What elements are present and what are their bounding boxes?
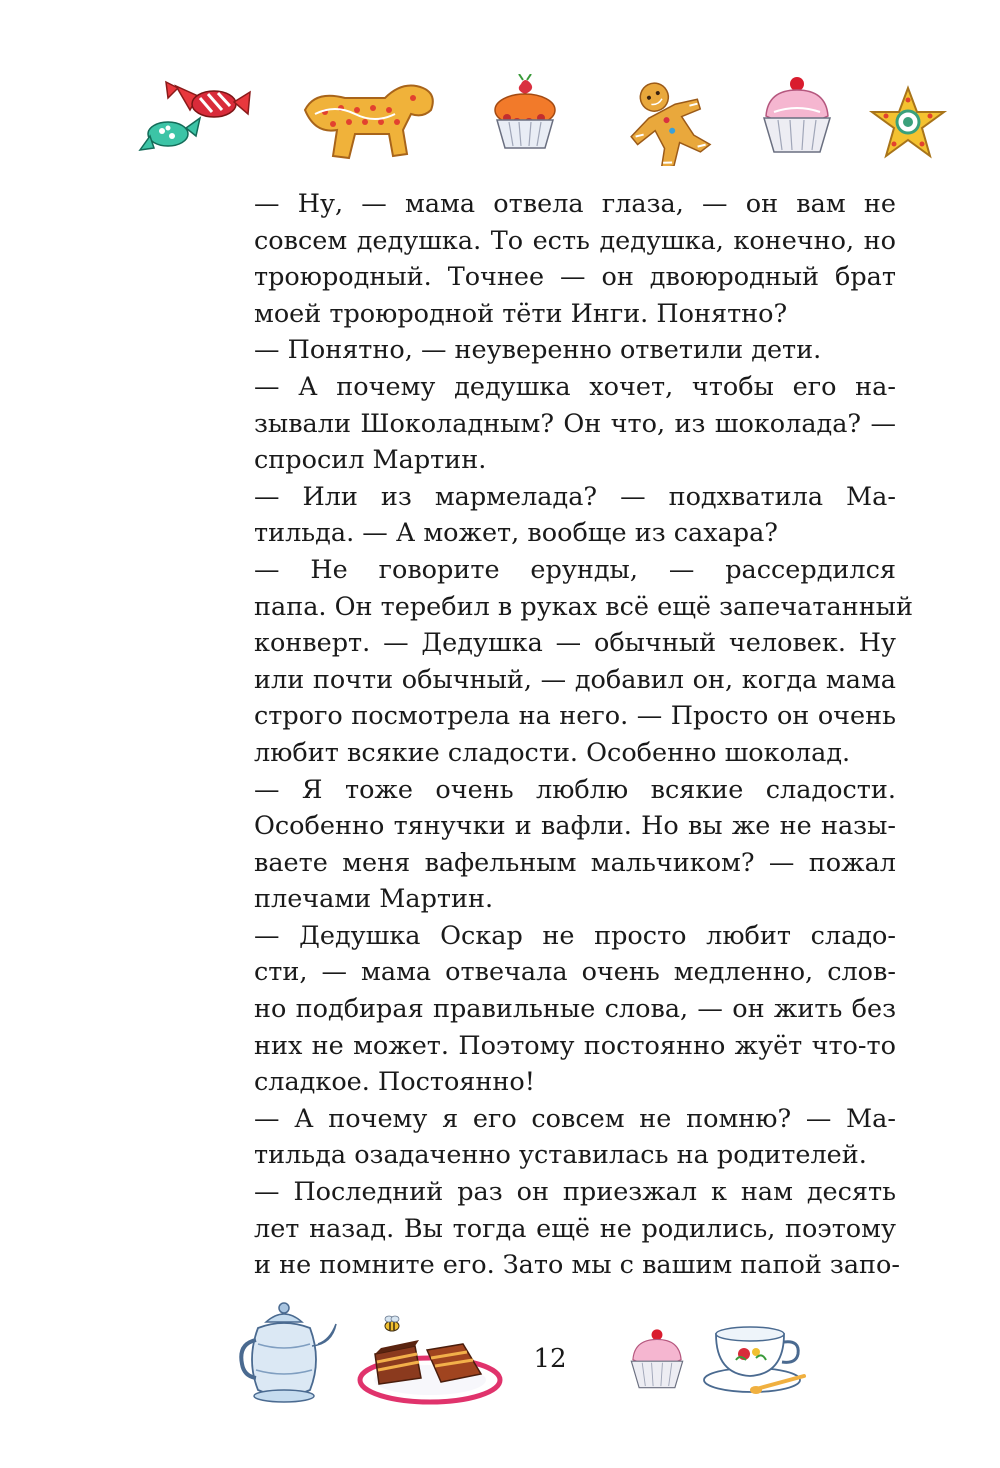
- text-line: — А почему я его совсем не помню? — Ма-: [254, 1103, 896, 1134]
- top-decorations: [0, 70, 1000, 180]
- bee-icon: [380, 1314, 404, 1334]
- text-line: тильда. — А может, вообще из сахара?: [254, 518, 778, 549]
- text-line: любит всякие сладости. Особенно шоколад.: [254, 737, 851, 768]
- text-line: — Или из мармелада? — подхватила Ма-: [254, 481, 896, 512]
- pink-cupcake-icon: [752, 74, 842, 164]
- text-line: совсем дедушка. То есть дедушка, конечно, но: [254, 225, 896, 256]
- text-line: — Ну, — мама отвела глаза, — он вам не: [254, 189, 896, 219]
- text-line: папа. Он теребил в руках всё ещё запечатанный: [254, 591, 913, 622]
- text-line: конверт. — Дедушка — обычный человек. Ну: [254, 628, 896, 659]
- text-line: спросил Мартин.: [254, 445, 487, 476]
- text-line: лет назад. Вы тогда ещё не родились, поэтому: [254, 1213, 896, 1244]
- paragraph: [210, 332, 896, 369]
- pink-cupcake-icon: [622, 1322, 692, 1402]
- text-line: троюродный. Точнее — он двоюродный брат: [254, 262, 896, 293]
- text-line: и не помните его. Зато мы с вашим папой запо-: [254, 1250, 900, 1281]
- paragraph: [210, 186, 896, 332]
- paragraph: [210, 369, 896, 479]
- gingerbread-man-icon: [612, 76, 722, 166]
- star-cookie-icon: [868, 84, 948, 164]
- gingerbread-horse-icon: [285, 70, 445, 170]
- text-line: зывали Шоколадным? Он что, из шоколада? —: [254, 408, 896, 439]
- text-line: строго посмотрела на него. — Просто он очень: [254, 701, 896, 732]
- text-line: — Последний раз он приезжал к нам десять: [254, 1177, 896, 1208]
- cake-plate-icon: [355, 1318, 505, 1408]
- paragraph: [210, 918, 896, 1101]
- page-number: 12: [533, 1344, 567, 1374]
- teacup-icon: [700, 1310, 810, 1400]
- text-line: — Я тоже очень люблю всякие сладости.: [254, 774, 896, 805]
- paragraph: [210, 1101, 896, 1174]
- text-line: них не может. Поэтому постоянно жуёт что-то: [254, 1030, 896, 1061]
- text-line: — А почему дедушка хочет, чтобы его на-: [254, 371, 896, 402]
- paragraph: [210, 772, 896, 918]
- text-line: — Не говорите ерунды, — рассердился: [254, 554, 896, 585]
- text-line: — Дедушка Оскар не просто любит сладо-: [254, 920, 896, 951]
- teapot-icon: [232, 1300, 342, 1408]
- candy-icon: [138, 76, 258, 166]
- text-line: моей троюродной тёти Инги. Понятно?: [254, 298, 788, 329]
- text-line: — Понятно, — неуверенно ответили дети.: [254, 335, 822, 366]
- page-text: [210, 186, 913, 1284]
- paragraph: [210, 1174, 900, 1284]
- text-line: но подбирая правильные слова, — он жить без: [254, 994, 896, 1025]
- cupcake-icon: [485, 74, 565, 164]
- text-line: ваете меня вафельным мальчиком? — пожал: [254, 847, 896, 878]
- text-line: Особенно тянучки и вафли. Но вы же не назы-: [254, 811, 896, 842]
- text-line: сти, — мама отвечала очень медленно, слов-: [254, 957, 896, 988]
- paragraph: [210, 552, 913, 772]
- text-line: плечами Мартин.: [254, 884, 494, 915]
- text-line: или почти обычный, — добавил он, когда мама: [254, 664, 896, 695]
- text-line: сладкое. Постоянно!: [254, 1067, 535, 1098]
- paragraph: [210, 479, 896, 552]
- text-line: тильда озадаченно уставилась на родителей.: [254, 1140, 867, 1171]
